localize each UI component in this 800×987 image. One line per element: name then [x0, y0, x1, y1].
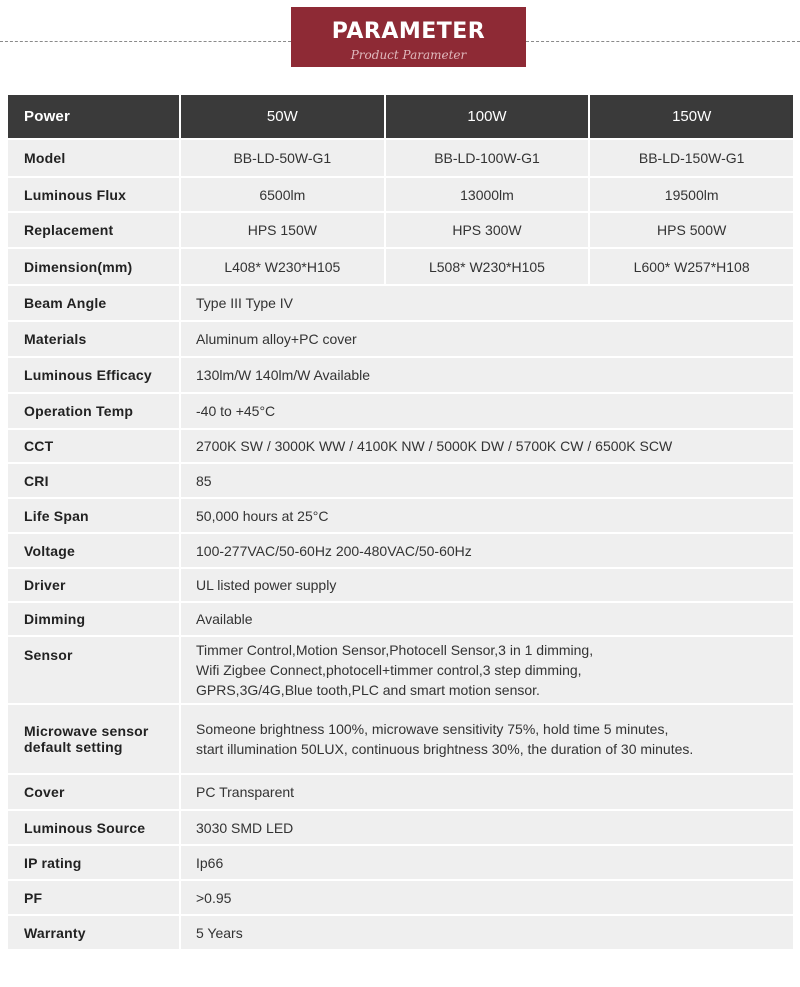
cell: 50,000 hours at 25°C — [180, 498, 794, 533]
cell: Available — [180, 602, 794, 636]
table-row — [7, 880, 794, 915]
row-label: Operation Temp — [7, 393, 180, 429]
table-row-microwave — [7, 704, 794, 774]
row-label: Materials — [7, 321, 180, 357]
row-label: PF — [7, 880, 180, 915]
divider-right — [526, 41, 800, 42]
cell: 6500lm — [180, 177, 385, 212]
cell: L408* W230*H105 — [180, 248, 385, 285]
cell: BB-LD-100W-G1 — [385, 139, 590, 177]
table-row — [7, 533, 794, 568]
row-label: Cover — [7, 774, 180, 810]
row-label: IP rating — [7, 845, 180, 880]
cell: Ip66 — [180, 845, 794, 880]
row-label: CRI — [7, 463, 180, 498]
row-label: Microwave sensor default setting — [7, 704, 180, 774]
row-label: Warranty — [7, 915, 180, 950]
table-row — [7, 139, 794, 177]
parameter-table — [6, 93, 795, 951]
cell: >0.95 — [180, 880, 794, 915]
cell: 130lm/W 140lm/W Available — [180, 357, 794, 393]
row-label: Luminous Source — [7, 810, 180, 845]
cell: 100-277VAC/50-60Hz 200-480VAC/50-60Hz — [180, 533, 794, 568]
cell: HPS 300W — [385, 212, 590, 248]
cell: BB-LD-50W-G1 — [180, 139, 385, 177]
header-cell: 150W — [589, 94, 794, 139]
cell: Type III Type IV — [180, 285, 794, 321]
microwave-line: Someone brightness 100%, microwave sensitivity 75%, hold time 5 minutes, — [196, 721, 669, 737]
cell: 85 — [180, 463, 794, 498]
microwave-cell — [180, 704, 794, 774]
sensor-cell — [180, 636, 794, 704]
table-row — [7, 915, 794, 950]
table-row — [7, 212, 794, 248]
sensor-line: Timmer Control,Motion Sensor,Photocell Sensor,3 in 1 dimming, — [196, 642, 594, 658]
cell: 3030 SMD LED — [180, 810, 794, 845]
cell: Aluminum alloy+PC cover — [180, 321, 794, 357]
table-row-sensor — [7, 636, 794, 704]
table-row — [7, 321, 794, 357]
table-header-row — [7, 94, 794, 139]
sensor-line: GPRS,3G/4G,Blue tooth,PLC and smart motion sensor. — [196, 682, 540, 698]
table-row — [7, 357, 794, 393]
header-cell: 50W — [180, 94, 385, 139]
row-label: Driver — [7, 568, 180, 602]
table-row — [7, 463, 794, 498]
row-label: Replacement — [7, 212, 180, 248]
row-label: Voltage — [7, 533, 180, 568]
row-label: Dimming — [7, 602, 180, 636]
page-header — [0, 0, 800, 80]
sensor-line: Wifi Zigbee Connect,photocell+timmer control,3 step dimming, — [196, 662, 582, 678]
cell: HPS 150W — [180, 212, 385, 248]
cell: -40 to +45°C — [180, 393, 794, 429]
row-label: Sensor — [7, 636, 180, 704]
page-title: PARAMETER — [331, 19, 486, 44]
row-label: Luminous Efficacy — [7, 357, 180, 393]
header-cell: 100W — [385, 94, 590, 139]
microwave-line: start illumination 50LUX, continuous brightness 30%, the duration of 30 minutes. — [196, 741, 694, 757]
cell: 5 Years — [180, 915, 794, 950]
page-subtitle: Product Parameter — [350, 48, 467, 62]
header-label: Power — [7, 94, 180, 139]
table-row — [7, 810, 794, 845]
table-row — [7, 774, 794, 810]
divider-left — [0, 41, 291, 42]
table-row — [7, 568, 794, 602]
cell: 13000lm — [385, 177, 590, 212]
table-row — [7, 285, 794, 321]
table-row — [7, 393, 794, 429]
cell: UL listed power supply — [180, 568, 794, 602]
row-label: Beam Angle — [7, 285, 180, 321]
cell: HPS 500W — [589, 212, 794, 248]
title-banner — [291, 7, 526, 67]
row-label: CCT — [7, 429, 180, 463]
row-label: Life Span — [7, 498, 180, 533]
table-row — [7, 498, 794, 533]
table-row — [7, 602, 794, 636]
row-label: Model — [7, 139, 180, 177]
cell: 19500lm — [589, 177, 794, 212]
table-row — [7, 845, 794, 880]
cell: L508* W230*H105 — [385, 248, 590, 285]
cell: 2700K SW / 3000K WW / 4100K NW / 5000K DW / 5700K CW / 6500K SCW — [180, 429, 794, 463]
table-row — [7, 248, 794, 285]
table-row — [7, 177, 794, 212]
cell: L600* W257*H108 — [589, 248, 794, 285]
cell: PC Transparent — [180, 774, 794, 810]
row-label: Luminous Flux — [7, 177, 180, 212]
table-row — [7, 429, 794, 463]
cell: BB-LD-150W-G1 — [589, 139, 794, 177]
row-label: Dimension(mm) — [7, 248, 180, 285]
